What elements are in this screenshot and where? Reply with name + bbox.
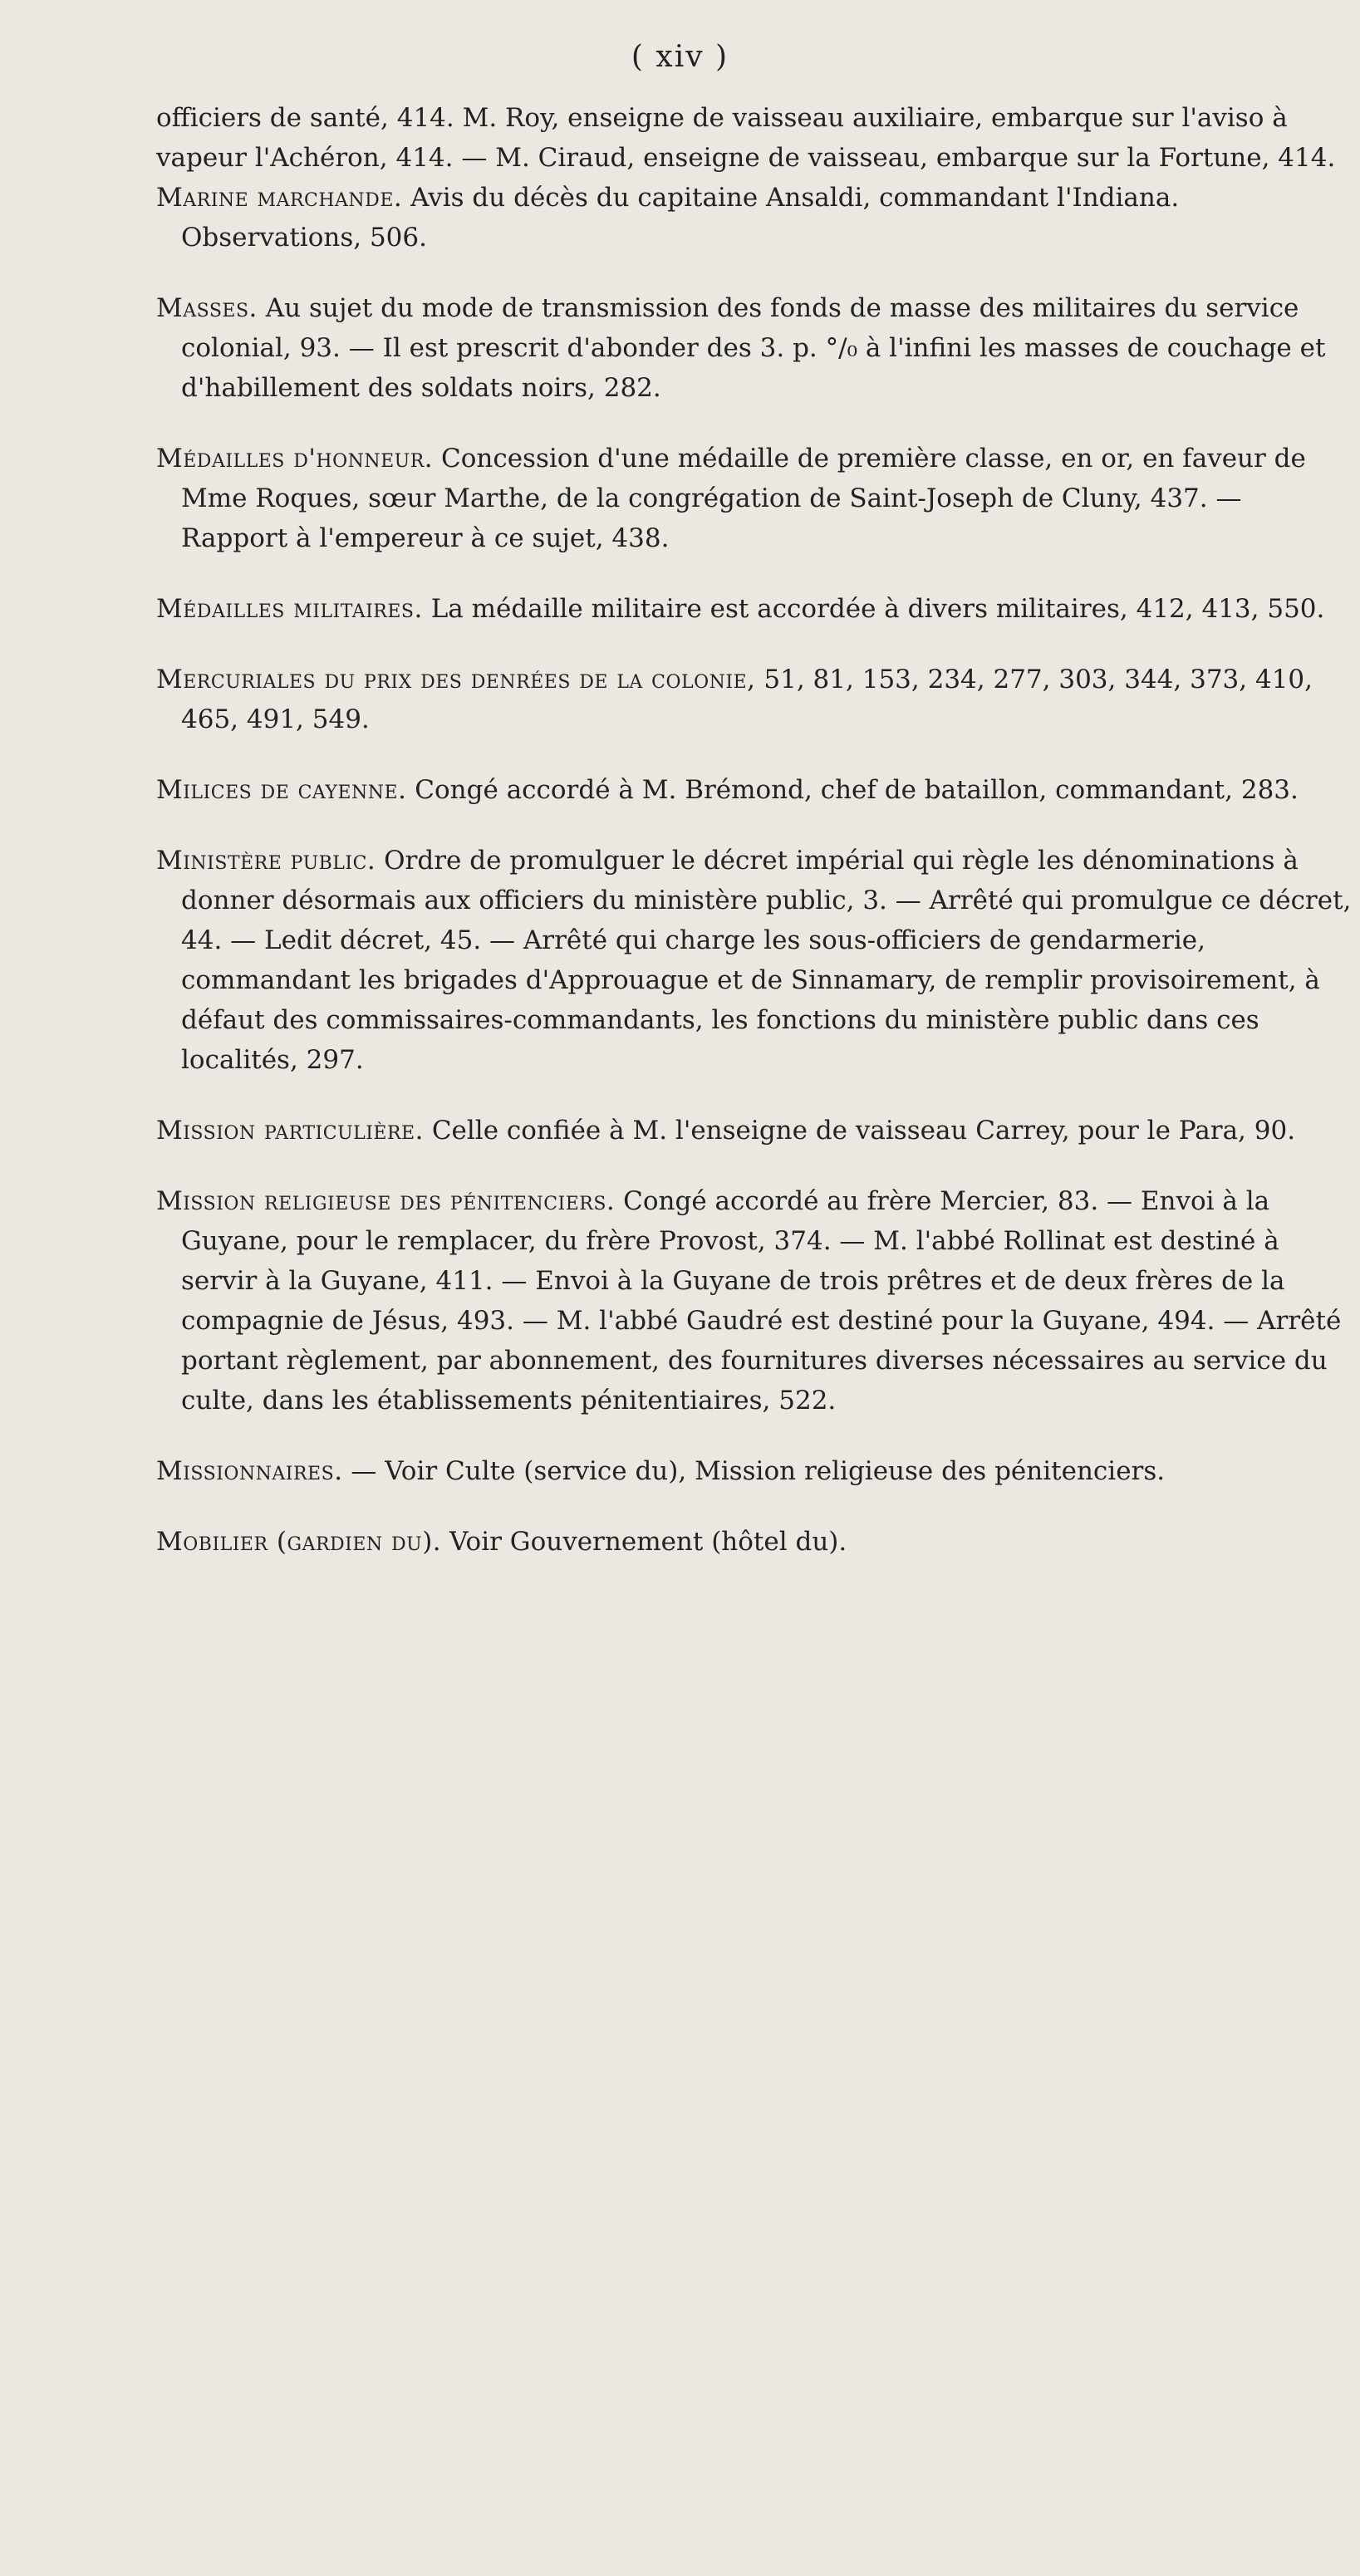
entry-heading: Milices de cayenne. <box>156 775 407 805</box>
entry-heading: Masses. <box>156 293 258 323</box>
entry-text: Congé accordé au frère Mercier, 83. — Envoi à la Guyane, pour le remplacer, du frère Provost, 374. — M. l'abbé Rollinat est destiné à servir à la Guyane, 411. — Envoi à la Guyane de trois prêtres et de deux frères de la compagnie de Jésus, 493. — M. l'abbé Gaudré est destiné pour la Guyane, 494. — Arrêté portant règlement, par abonnement, des fournitures diverses nécessaires au service du culte, dans les établissements pénitentiaires, 522. <box>181 1186 1342 1416</box>
index-entry <box>155 660 1355 739</box>
entry-heading: Marine marchande. <box>156 183 403 213</box>
index-entry <box>155 1181 1355 1420</box>
entry-text: Ordre de promulguer le décret impérial qui règle les dénominations à donner désormais aux officiers du ministère public, 3. — Arrêté qui promulgue ce décret, 44. — Ledit décret, 45. — Arrêté qui charge les sous-officiers de gendarmerie, commandant les brigades d'Approuague et de Sinnamary, de remplir provisoirement, à défaut des commissaires-commandants, les fonctions du ministère public dans ces localités, 297. <box>181 846 1352 1075</box>
entry-heading: Médailles militaires. <box>156 594 423 624</box>
index-entry <box>155 439 1355 558</box>
entry-text: La médaille militaire est accordée à divers militaires, 412, 413, 550. <box>430 594 1325 624</box>
entry-heading: Mobilier (gardien du). <box>156 1527 442 1557</box>
index-entry <box>155 1522 1355 1562</box>
entry-text: Celle confiée à M. l'enseigne de vaisseau Carrey, pour le Para, 90. <box>431 1116 1296 1146</box>
index-entry <box>155 589 1355 629</box>
entry-heading: Missionnaires. <box>156 1456 343 1486</box>
index-entry <box>155 841 1355 1080</box>
index-entry <box>155 178 1355 258</box>
entry-heading: Médailles d'honneur. <box>156 444 434 473</box>
page-number: ( xiv ) <box>631 40 729 74</box>
entry-text: — Voir Culte (service du), Mission religieuse des pénitenciers. <box>351 1456 1166 1486</box>
entry-heading: Ministère public. <box>156 846 376 876</box>
entry-heading: Mercuriales du prix des denrées de la colonie, <box>156 665 756 694</box>
entry-text: Congé accordé à M. Brémond, chef de bataillon, commandant, 283. <box>415 775 1299 805</box>
entry-text: Voir Gouvernement (hôtel du). <box>449 1527 847 1557</box>
entry-text: 51, 81, 153, 234, 277, 303, 344, 373, 410, 465, 491, 549. <box>181 665 1313 734</box>
intro-paragraph: officiers de santé, 414. M. Roy, enseigne de vaisseau auxiliaire, embarque sur l'aviso à vapeur l'Achéron, 414. — M. Ciraud, enseigne de vaisseau, embarque sur la Fortune, 414. <box>156 103 1336 173</box>
entry-text: Au sujet du mode de transmission des fonds de masse des militaires du service colonial, 93. — Il est prescrit d'abonder des 3. p. °/₀ à l'infini les masses de couchage et d'habillement des soldats noirs, 282. <box>181 293 1326 403</box>
index-entry <box>155 288 1355 408</box>
entry-text: Concession d'une médaille de première classe, en or, en faveur de Mme Roques, sœur Marthe, de la congrégation de Saint-Joseph de Cluny, 437. — Rapport à l'empereur à ce sujet, 438. <box>181 444 1306 553</box>
entry-heading: Mission religieuse des pénitenciers. <box>156 1186 616 1216</box>
index-entry <box>155 770 1355 810</box>
index-content <box>155 98 1355 1592</box>
index-entry <box>155 1111 1355 1151</box>
entry-heading: Mission particulière. <box>156 1116 424 1146</box>
entry-text: Avis du décès du capitaine Ansaldi, commandant l'Indiana. Observations, 506. <box>181 183 1180 253</box>
index-entry <box>155 1451 1355 1491</box>
